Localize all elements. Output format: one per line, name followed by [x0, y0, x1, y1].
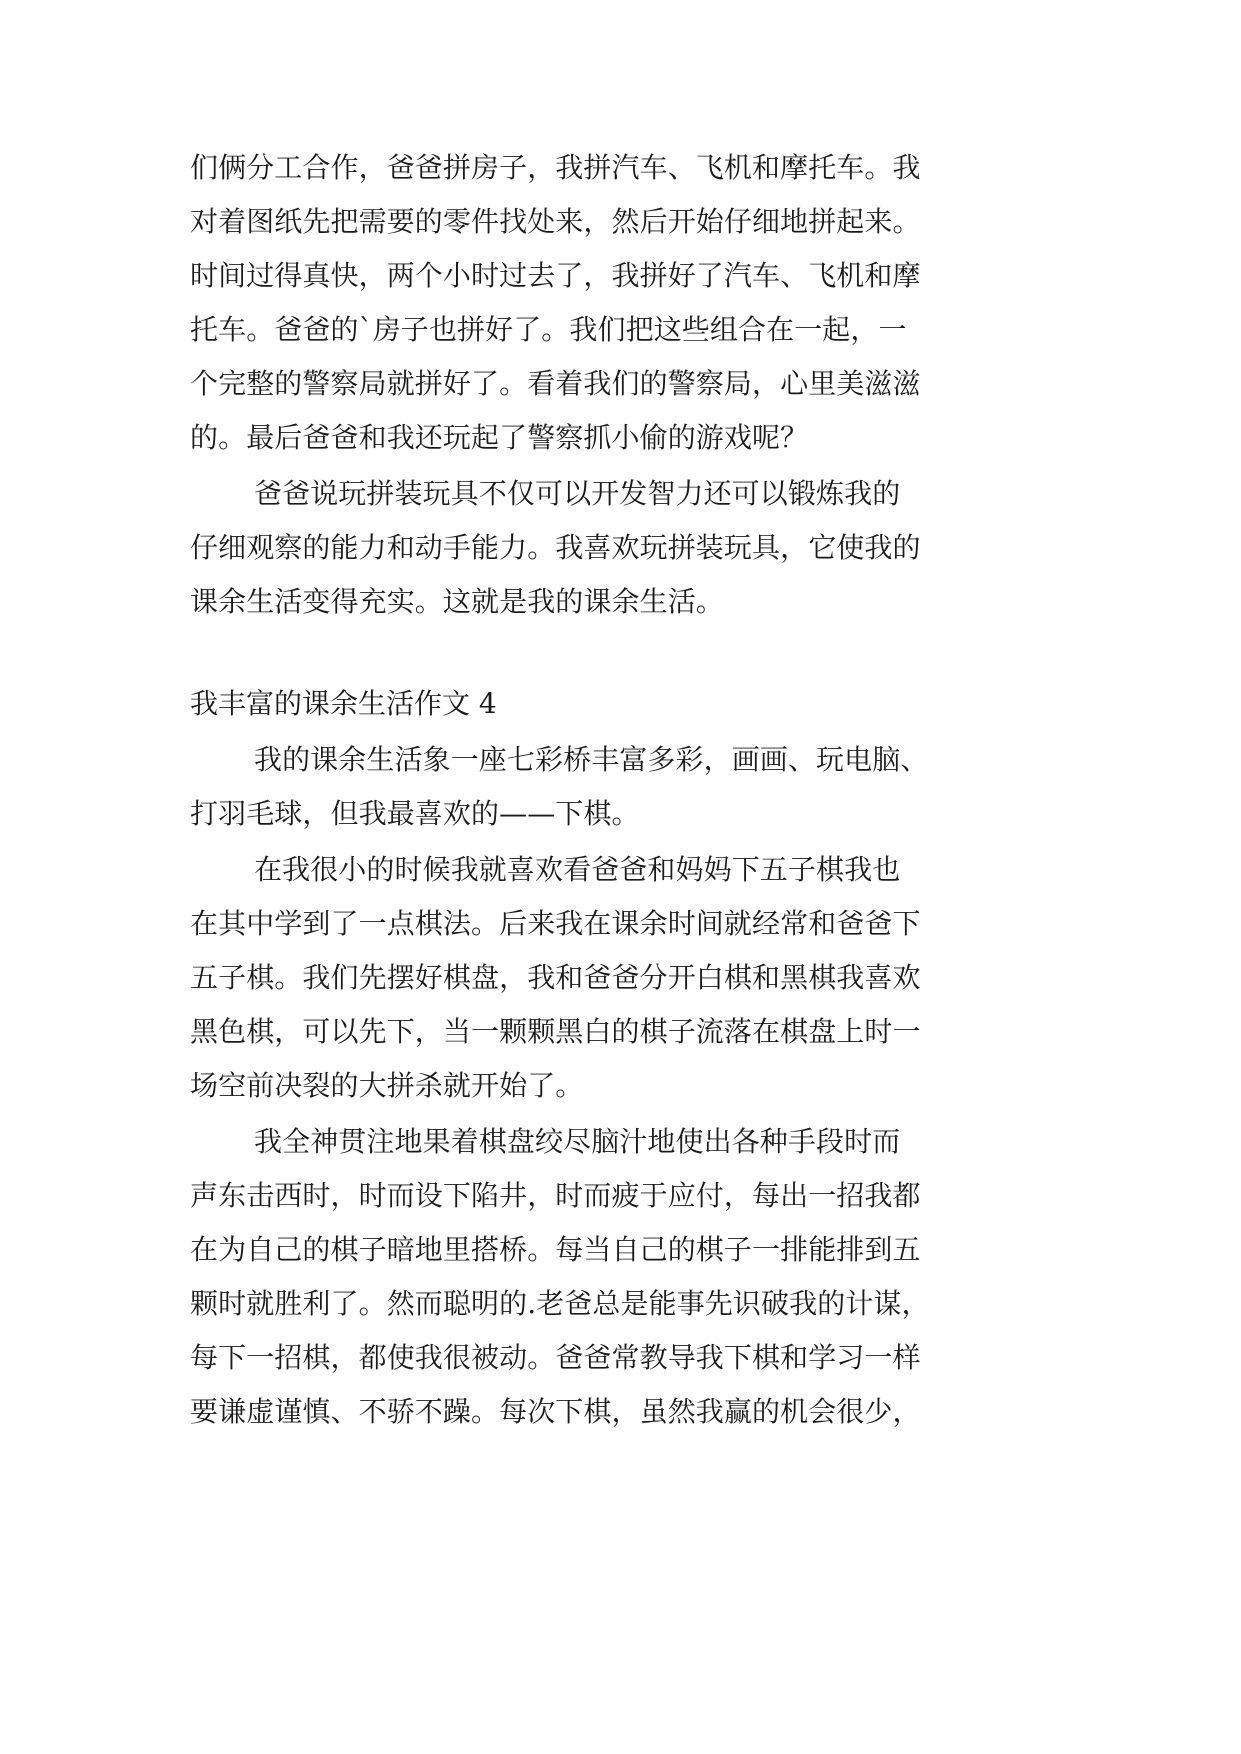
paragraph-line: 我的课余生活象一座七彩桥丰富多彩，画画、玩电脑、: [254, 743, 929, 776]
paragraph-line: 在我很小的时候我就喜欢看爸爸和妈妈下五子棋我也: [254, 853, 901, 886]
paragraph-line: 们俩分工合作，爸爸拼房子，我拼汽车、飞机和摩托车。我: [190, 151, 921, 184]
paragraph-line: 打羽毛球，但我最喜欢的——下棋。: [190, 797, 640, 830]
paragraph-line: 声东击西时，时而设下陷井，时而疲于应付，每出一招我都: [190, 1179, 921, 1212]
section-heading: 我丰富的课余生活作文 4: [190, 687, 497, 720]
paragraph-line: 颗时就胜利了。然而聪明的.老爸总是能事先识破我的计谋，: [190, 1287, 930, 1320]
paragraph-line: 要谦虚谨慎、不骄不躁。每次下棋，虽然我赢的机会很少，: [190, 1395, 921, 1428]
paragraph-line: 仔细观察的能力和动手能力。我喜欢玩拼装玩具，它使我的: [190, 531, 921, 564]
paragraph-line: 在为自己的棋子暗地里搭桥。每当自己的棋子一排能排到五: [190, 1233, 921, 1266]
paragraph-line: 的。最后爸爸和我还玩起了警察抓小偷的游戏呢？: [190, 421, 809, 454]
paragraph-line: 五子棋。我们先摆好棋盘，我和爸爸分开白棋和黑棋我喜欢: [190, 961, 921, 994]
paragraph-line: 个完整的警察局就拼好了。看着我们的警察局，心里美滋滋: [190, 367, 921, 400]
paragraph-line: 我全神贯注地果着棋盘绞尽脑汁地使出各种手段时而: [254, 1125, 901, 1158]
paragraph-line: 黑色棋，可以先下，当一颗颗黑白的棋子流落在棋盘上时一: [190, 1015, 921, 1048]
paragraph-line: 场空前决裂的大拼杀就开始了。: [190, 1069, 584, 1102]
paragraph-line: 每下一招棋，都使我很被动。爸爸常教导我下棋和学习一样: [190, 1341, 921, 1374]
paragraph-line: 对着图纸先把需要的零件找处来，然后开始仔细地拼起来。: [190, 205, 921, 238]
paragraph-line: 时间过得真快，两个小时过去了，我拼好了汽车、飞机和摩: [190, 259, 921, 292]
paragraph-line: 爸爸说玩拼装玩具不仅可以开发智力还可以锻炼我的: [254, 477, 901, 510]
paragraph-line: 在其中学到了一点棋法。后来我在课余时间就经常和爸爸下: [190, 907, 921, 940]
paragraph-line: 托车。爸爸的`房子也拼好了。我们把这些组合在一起，一: [190, 313, 907, 346]
paragraph-line: 课余生活变得充实。这就是我的课余生活。: [190, 585, 724, 618]
